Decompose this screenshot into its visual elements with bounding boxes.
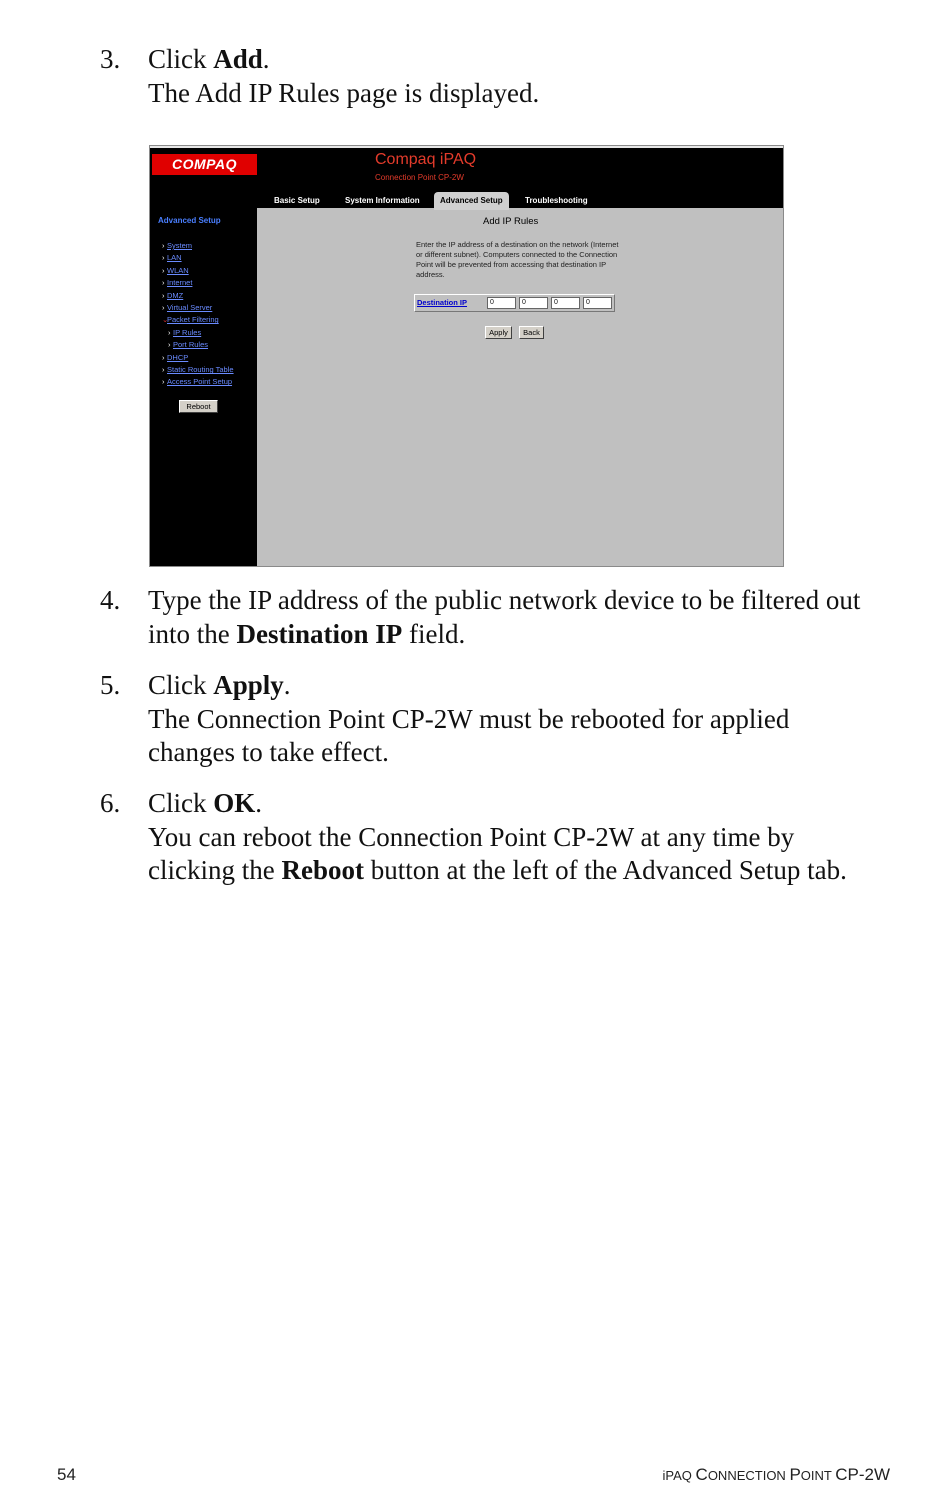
page-title: Add IP Rules — [483, 216, 539, 227]
page-description: Enter the IP address of a destination on the network (Internet or different subnet). Computers connected to the Connection Point will be prevented from accessing that destination IP address. — [416, 240, 619, 279]
app-header — [150, 148, 783, 208]
step-text: Click — [148, 670, 214, 700]
tab-advanced-setup[interactable]: Advanced Setup — [434, 192, 509, 210]
step-text: into the — [148, 618, 237, 649]
footer-title-part: C — [695, 1465, 708, 1484]
sidebar-item-ip-rules[interactable]: › IP Rules — [162, 327, 234, 339]
step-number: 3. — [100, 44, 121, 74]
footer-title-part: CP-2W — [835, 1465, 890, 1484]
sidebar-item-virtual-server[interactable]: › Virtual Server — [162, 302, 234, 314]
step-4 — [100, 584, 900, 651]
sidebar-item-dmz[interactable]: › DMZ — [162, 290, 234, 302]
step-bold-term: Apply — [213, 670, 284, 700]
sidebar-item-internet[interactable]: › Internet — [162, 277, 234, 289]
ip-octet-2-input[interactable]: 0 — [519, 297, 548, 309]
step-text: Click — [148, 788, 214, 818]
footer-title-part: P — [789, 1465, 801, 1484]
sidebar-item-wlan[interactable]: › WLAN — [162, 265, 234, 277]
running-footer-title — [663, 1465, 890, 1485]
step-text: changes to take effect. — [148, 737, 389, 767]
step-bold-term: Reboot — [281, 855, 364, 885]
back-button[interactable]: Back — [519, 326, 544, 339]
step-bold-term: Add — [213, 44, 263, 74]
destination-ip-row — [414, 294, 615, 312]
sidebar-item-access-point-setup[interactable]: › Access Point Setup — [162, 376, 234, 388]
step-3 — [100, 43, 900, 110]
embedded-screenshot — [149, 145, 784, 567]
step-text: clicking the — [148, 855, 282, 885]
step-text: Click — [148, 44, 214, 74]
page-number: 54 — [57, 1465, 76, 1484]
footer-title-part: iPAQ — [662, 1468, 696, 1483]
sidebar-item-lan[interactable]: › LAN — [162, 252, 234, 264]
step-text: button at the left of the Advanced Setup tab. — [363, 855, 847, 885]
apply-button[interactable]: Apply — [485, 326, 512, 339]
sidebar-item-packet-filtering[interactable]: ⌄ Packet Filtering — [162, 314, 234, 326]
sidebar-item-dhcp[interactable]: › DHCP — [162, 352, 234, 364]
step-bold-term: OK — [213, 788, 256, 818]
ip-octet-1-input[interactable]: 0 — [487, 297, 516, 309]
ip-octet-4-input[interactable]: 0 — [583, 297, 612, 309]
step-text: . — [262, 44, 270, 74]
sidebar-item-static-routing-table[interactable]: › Static Routing Table — [162, 364, 234, 376]
sidebar-menu — [162, 240, 234, 389]
footer-title-part: ONNECTION — [707, 1468, 790, 1483]
step-6 — [100, 787, 900, 888]
step-bold-term: Destination IP — [236, 618, 403, 649]
step-text: . — [283, 670, 291, 700]
step-number: 6. — [100, 788, 121, 818]
step-text: You can reboot the Connection Point CP-2W at any time by — [148, 821, 795, 852]
step-number: 5. — [100, 670, 121, 700]
tab-system-information[interactable]: System Information — [345, 196, 420, 205]
step-text: . — [255, 788, 263, 818]
step-text: field. — [402, 618, 466, 649]
sidebar — [150, 208, 257, 566]
brand-title: Compaq iPAQ — [375, 151, 477, 168]
ip-octet-3-input[interactable]: 0 — [551, 297, 580, 309]
tab-basic-setup[interactable]: Basic Setup — [274, 196, 320, 205]
step-5 — [100, 669, 900, 770]
compaq-logo: COMPAQ — [152, 154, 257, 175]
brand-subtitle: Connection Point CP-2W — [375, 173, 464, 182]
step-text: The Add IP Rules page is displayed. — [148, 77, 540, 108]
step-text: Type the IP address of the public network device to be filtered out — [148, 585, 861, 615]
reboot-button[interactable]: Reboot — [179, 400, 218, 413]
tab-troubleshooting[interactable]: Troubleshooting — [525, 196, 588, 205]
footer-title-part: OINT — [800, 1468, 836, 1483]
sidebar-title: Advanced Setup — [158, 216, 221, 225]
step-number: 4. — [100, 585, 121, 615]
destination-ip-label[interactable]: Destination IP — [417, 298, 468, 307]
step-text: The Connection Point CP-2W must be rebooted for applied — [148, 703, 790, 734]
sidebar-item-port-rules[interactable]: › Port Rules — [162, 339, 234, 351]
sidebar-item-system[interactable]: › System — [162, 240, 234, 252]
